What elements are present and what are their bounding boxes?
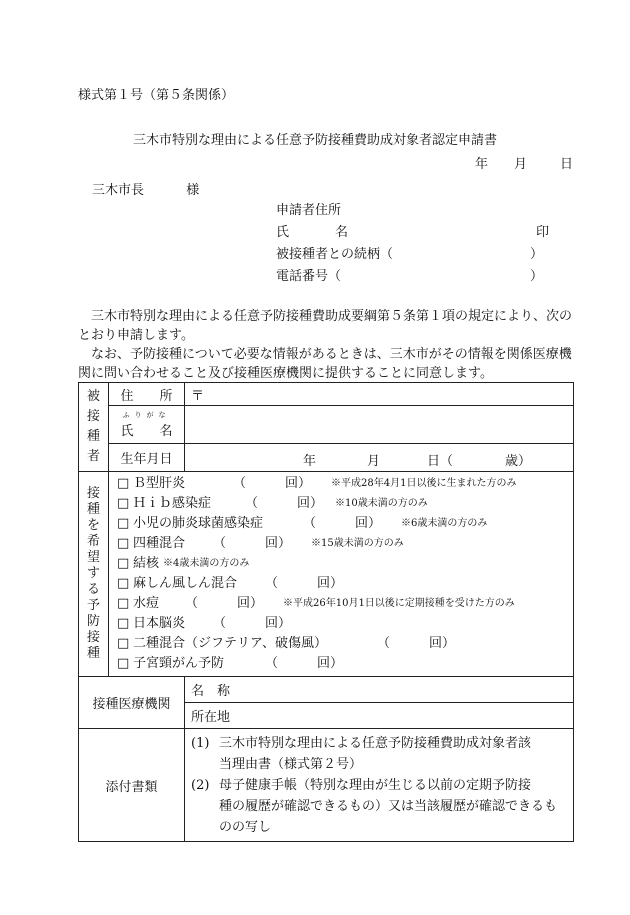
address-field[interactable]: [185, 383, 574, 406]
name-label: 氏 名: [120, 424, 173, 439]
addressee: [92, 179, 199, 198]
birthdate-field[interactable]: [185, 444, 574, 472]
date-year-label: 年: [475, 157, 489, 172]
vaccine-option[interactable]: □ 四種混合 （ 回） ※15歳未満の方のみ: [117, 534, 565, 554]
checkbox-icon[interactable]: □: [117, 616, 130, 631]
checkbox-icon[interactable]: □: [117, 516, 130, 531]
checkbox-icon[interactable]: □: [117, 656, 130, 671]
applicant-name-label: 氏 名: [276, 225, 349, 240]
attachment-item: (1) 三木市特別な理由による任意予防接種費助成対象者該 当理由書（様式第２号）: [191, 735, 532, 772]
checkbox-icon[interactable]: □: [117, 636, 130, 651]
attachments-list: [185, 729, 574, 842]
checkbox-icon[interactable]: □: [117, 596, 130, 611]
application-table: [78, 382, 574, 842]
clinic-address-cell[interactable]: [185, 703, 574, 729]
body-paragraph-1: 三木市特別な理由による任意予防接種費助成要綱第５条第１項の規定により、次のとおり申請します。: [78, 309, 573, 343]
document-title: 三木市特別な理由による任意予防接種費助成対象者認定申請書: [132, 133, 497, 148]
clinic-name-cell[interactable]: [185, 677, 574, 703]
vaccine-option[interactable]: □ 二種混合（ジフテリア、破傷風） （ 回）: [117, 634, 565, 654]
recipient-label: 被 接 種 者: [79, 383, 109, 472]
date-day-label: 日: [560, 157, 574, 172]
vaccine-option[interactable]: □ Ｈｉｂ感染症 （ 回） ※10歳未満の方のみ: [117, 494, 565, 514]
phone-label: 電話番号（: [276, 269, 342, 284]
relation-label: 被接種者との続柄（: [276, 247, 394, 262]
checkbox-icon[interactable]: □: [117, 576, 130, 591]
vaccine-option[interactable]: □ 小児の肺炎球菌感染症 （ 回） ※6歳未満の方のみ: [117, 514, 565, 534]
checkbox-icon[interactable]: □: [117, 536, 130, 551]
checkbox-icon[interactable]: □: [117, 476, 130, 491]
desired-vaccine-label: 接 種 を 希 望 す る 予 防 接 種: [79, 472, 109, 677]
clinic-label: 接種医療機関: [79, 677, 185, 729]
addressee-honorific: 様: [186, 183, 200, 198]
vaccine-option[interactable]: □ 麻しん風しん混合 （ 回）: [117, 574, 565, 594]
phone-close: ）: [530, 269, 544, 284]
birth-age-label: 歳）: [505, 454, 532, 469]
birth-month-label: 月: [367, 454, 381, 469]
name-label-cell: [109, 406, 185, 444]
vaccine-option[interactable]: □ 日本脳炎 （ 回）: [117, 614, 565, 634]
relation-close: ）: [530, 247, 544, 262]
attachments-label: 添付書類: [79, 729, 185, 842]
birthdate-label: 生年月日: [109, 444, 185, 472]
date-month-label: 月: [514, 157, 528, 172]
addressee-name: 三木市長: [92, 183, 145, 198]
postal-mark: 〒: [191, 388, 205, 404]
birth-day-label: 日（: [427, 454, 454, 469]
vaccine-option[interactable]: □ Ｂ型肝炎 （ 回） ※平成28年4月1日以後に生まれた方のみ: [117, 474, 565, 494]
checkbox-icon[interactable]: □: [117, 496, 130, 511]
address-label: 住 所: [109, 383, 185, 406]
clinic-name-label: 名 称: [191, 684, 231, 699]
clinic-address-label: 所在地: [191, 710, 231, 725]
applicant-address-label: 申請者住所: [276, 203, 342, 218]
furigana-label: ふりがな: [122, 411, 171, 419]
birth-year-label: 年: [303, 454, 317, 469]
body-paragraph-2: なお、予防接種について必要な情報があるときは、三木市がその情報を関係医療機関に問い合わせること及び接種医療機関に提供することに同意します。: [78, 347, 572, 381]
form-number: 様式第１号（第５条関係）: [78, 88, 235, 103]
attachment-item: (2) 母子健康手帳（特別な理由が生じる以前の定期予防接 種の履歴が確認できるもの）又は当該履歴が確認できるも のの写し: [191, 777, 558, 835]
vaccine-option[interactable]: □ 水痘 （ 回） ※平成26年10月1日以後に定期接種を受けた方のみ: [117, 594, 565, 614]
vaccine-list: [109, 472, 574, 677]
name-field[interactable]: [185, 406, 574, 444]
vaccine-option[interactable]: □ 子宮頸がん予防 （ 回）: [117, 654, 565, 674]
seal-mark: 印: [536, 225, 550, 240]
vaccine-option[interactable]: □ 結核 ※4歳未満の方のみ: [117, 554, 565, 574]
checkbox-icon[interactable]: □: [117, 556, 130, 571]
